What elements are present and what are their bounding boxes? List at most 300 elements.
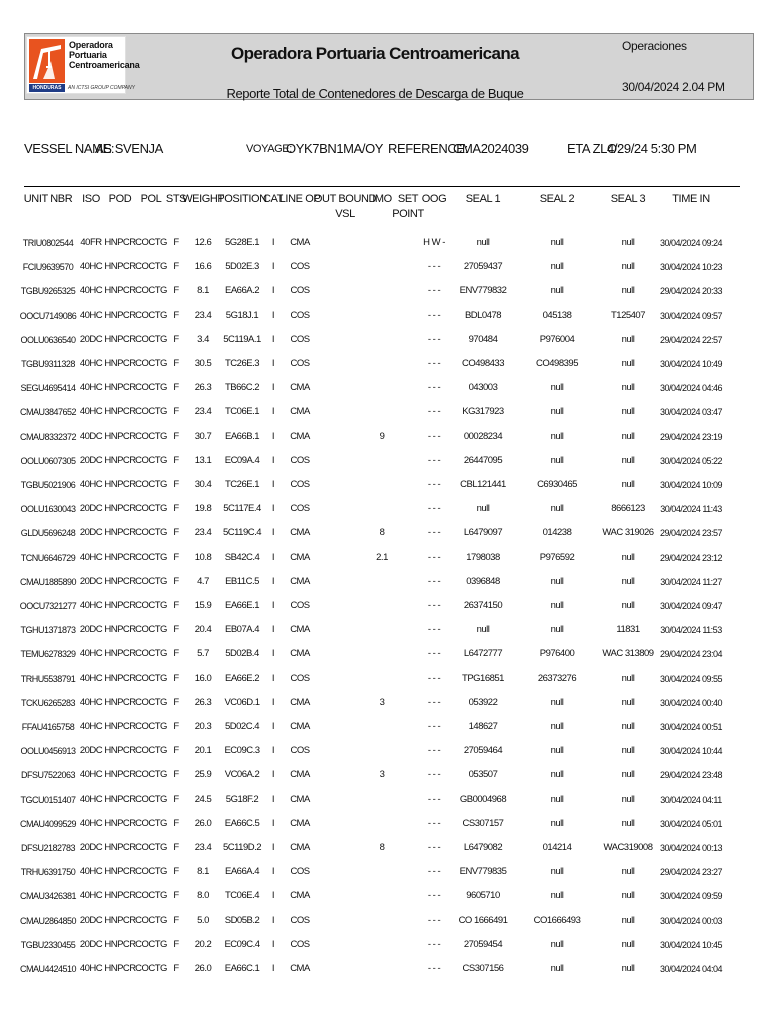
cell-pod: HNPCR bbox=[104, 406, 136, 417]
cell-pol: COCTG bbox=[135, 745, 167, 756]
cell-iso: 40HC bbox=[79, 382, 103, 393]
cell-pod: HNPCR bbox=[104, 358, 136, 369]
cell-pod: HNPCR bbox=[104, 794, 136, 805]
cell-seal1: null bbox=[476, 624, 490, 635]
cell-cat: I bbox=[271, 600, 275, 611]
cell-seal1: CO 1666491 bbox=[458, 915, 508, 926]
cell-oog: - - - bbox=[427, 479, 441, 490]
reference-label: REFERENCE: bbox=[388, 141, 468, 156]
cell-oog: - - - bbox=[427, 334, 441, 345]
table-row bbox=[0, 721, 768, 745]
cell-position: TC06E.4 bbox=[225, 890, 259, 901]
cell-sts: F bbox=[173, 285, 179, 296]
cell-pol: COCTG bbox=[135, 310, 167, 321]
company-logo bbox=[26, 36, 140, 94]
cell-pod: HNPCR bbox=[104, 382, 136, 393]
cell-seal2: C6930465 bbox=[537, 479, 577, 490]
cell-timein: 30/04/2024 11:43 bbox=[660, 504, 722, 514]
cell-pod: HNPCR bbox=[104, 310, 136, 321]
cell-seal1: 9605710 bbox=[466, 890, 500, 901]
cell-cat: I bbox=[271, 285, 275, 296]
cell-position: EA66B.1 bbox=[225, 431, 259, 442]
cell-timein: 30/04/2024 03:47 bbox=[659, 407, 723, 417]
cell-pod: HNPCR bbox=[104, 261, 136, 272]
cell-timein: 30/04/2024 10:45 bbox=[659, 940, 723, 950]
cell-unit: OOCU7321277 bbox=[19, 601, 77, 611]
cell-unit: SEGU4695414 bbox=[20, 383, 76, 393]
table-row bbox=[0, 842, 768, 866]
cell-imo: 3 bbox=[379, 697, 385, 708]
cell-timein: 30/04/2024 10:49 bbox=[659, 359, 723, 369]
cell-cat: I bbox=[271, 552, 275, 563]
cell-seal3: null bbox=[621, 769, 635, 780]
cell-iso: 40HC bbox=[79, 697, 103, 708]
cell-pol: COCTG bbox=[135, 890, 167, 901]
voyage-value: OYK7BN1MA/OY bbox=[286, 141, 384, 156]
cell-cat: I bbox=[271, 866, 275, 877]
cell-position: 5G18F.2 bbox=[225, 794, 259, 805]
cell-seal1: null bbox=[476, 237, 490, 248]
cell-iso: 40HC bbox=[79, 261, 103, 272]
cell-sts: F bbox=[173, 769, 179, 780]
cell-pol: COCTG bbox=[135, 334, 167, 345]
cell-seal2: CO1666493 bbox=[533, 915, 581, 926]
cell-weight: 20.3 bbox=[194, 721, 212, 732]
cell-cat: I bbox=[271, 624, 275, 635]
cell-pol: COCTG bbox=[135, 939, 167, 950]
cell-weight: 23.4 bbox=[194, 842, 212, 853]
cell-seal3: null bbox=[621, 866, 635, 877]
cell-seal2: null bbox=[550, 237, 564, 248]
cell-lineop: COS bbox=[290, 866, 310, 877]
cell-timein: 30/04/2024 09:55 bbox=[659, 674, 723, 684]
cell-cat: I bbox=[271, 358, 275, 369]
cell-position: SD05B.2 bbox=[224, 915, 260, 926]
cell-oog: - - - bbox=[427, 769, 441, 780]
cell-seal3: 8666123 bbox=[611, 503, 645, 514]
cell-sts: F bbox=[173, 527, 179, 538]
cell-unit: CMAU4424510 bbox=[19, 964, 77, 974]
cell-iso: 20DC bbox=[79, 527, 103, 538]
cell-seal3: null bbox=[621, 697, 635, 708]
cell-oog: - - - bbox=[427, 358, 441, 369]
cell-weight: 23.4 bbox=[194, 406, 212, 417]
cell-seal3: null bbox=[621, 358, 635, 369]
cell-oog: - - - bbox=[427, 624, 441, 635]
cell-pod: HNPCR bbox=[104, 866, 136, 877]
table-row bbox=[0, 382, 768, 406]
cell-pod: HNPCR bbox=[104, 915, 136, 926]
cell-seal2: null bbox=[550, 890, 564, 901]
cell-seal1: L6479082 bbox=[463, 842, 503, 853]
cell-weight: 13.1 bbox=[194, 455, 212, 466]
cell-unit: TCNU6646729 bbox=[20, 553, 76, 563]
cell-seal1: 00028234 bbox=[463, 431, 503, 442]
cell-seal1: 27059437 bbox=[463, 261, 503, 272]
cell-pol: COCTG bbox=[135, 527, 167, 538]
cell-cat: I bbox=[271, 697, 275, 708]
cell-weight: 30.4 bbox=[194, 479, 212, 490]
column-header-position: POSITION bbox=[217, 193, 267, 205]
cell-seal1: CO498433 bbox=[462, 358, 504, 369]
cell-seal3: null bbox=[621, 600, 635, 611]
cell-pod: HNPCR bbox=[104, 479, 136, 490]
cell-pol: COCTG bbox=[135, 697, 167, 708]
report-subtitle: Reporte Total de Contenedores de Descarga de Buque bbox=[226, 86, 524, 101]
cell-seal3: null bbox=[621, 382, 635, 393]
cell-unit: OOLU0456913 bbox=[20, 746, 76, 756]
cell-seal1: ENV779835 bbox=[459, 866, 507, 877]
cell-seal3: null bbox=[621, 890, 635, 901]
cell-seal2: null bbox=[550, 794, 564, 805]
cell-seal1: 1798038 bbox=[466, 552, 500, 563]
cell-pod: HNPCR bbox=[104, 552, 136, 563]
column-header-seal3: SEAL 3 bbox=[610, 193, 646, 205]
table-row bbox=[0, 552, 768, 576]
cell-pod: HNPCR bbox=[104, 818, 136, 829]
cell-weight: 23.4 bbox=[194, 310, 212, 321]
cell-lineop: COS bbox=[290, 261, 310, 272]
cell-seal2: P976400 bbox=[539, 648, 575, 659]
cell-sts: F bbox=[173, 552, 179, 563]
cell-sts: F bbox=[173, 334, 179, 345]
cell-pol: COCTG bbox=[135, 382, 167, 393]
cell-seal2: null bbox=[550, 431, 564, 442]
cell-seal3: null bbox=[621, 334, 635, 345]
cell-cat: I bbox=[271, 503, 275, 514]
cell-iso: 40HC bbox=[79, 890, 103, 901]
cell-seal1: 053922 bbox=[468, 697, 498, 708]
cell-seal2: null bbox=[550, 406, 564, 417]
cell-sts: F bbox=[173, 382, 179, 393]
table-row bbox=[0, 939, 768, 963]
cell-imo: 2.1 bbox=[376, 552, 388, 563]
logo-text-line-3: Centroamericana bbox=[69, 60, 140, 70]
cell-pol: COCTG bbox=[135, 624, 167, 635]
cell-pol: COCTG bbox=[135, 237, 167, 248]
cell-pol: COCTG bbox=[135, 721, 167, 732]
cell-iso: 40FR bbox=[80, 237, 102, 248]
cell-weight: 30.5 bbox=[194, 358, 212, 369]
cell-pod: HNPCR bbox=[104, 576, 136, 587]
cell-cat: I bbox=[271, 576, 275, 587]
cell-cat: I bbox=[271, 890, 275, 901]
cell-seal1: 043003 bbox=[468, 382, 498, 393]
cell-seal1: GB0004968 bbox=[459, 794, 507, 805]
cell-position: TC06E.1 bbox=[225, 406, 259, 417]
cell-pol: COCTG bbox=[135, 285, 167, 296]
cell-lineop: COS bbox=[290, 310, 310, 321]
cell-position: 5C119A.1 bbox=[223, 334, 261, 345]
column-header-seal2: SEAL 2 bbox=[539, 193, 575, 205]
logo-country: HONDURAS bbox=[29, 84, 65, 92]
cell-sts: F bbox=[173, 431, 179, 442]
table-row bbox=[0, 890, 768, 914]
cell-cat: I bbox=[271, 479, 275, 490]
cell-unit: TGBU9265325 bbox=[20, 286, 76, 296]
cell-pod: HNPCR bbox=[104, 697, 136, 708]
cell-iso: 40HC bbox=[79, 552, 103, 563]
cell-position: EA66C.1 bbox=[224, 963, 260, 974]
table-row bbox=[0, 431, 768, 455]
cell-oog: - - - bbox=[427, 794, 441, 805]
table-row bbox=[0, 334, 768, 358]
cell-weight: 26.3 bbox=[194, 382, 212, 393]
cell-seal1: 970484 bbox=[468, 334, 498, 345]
cell-cat: I bbox=[271, 673, 275, 684]
cell-unit: TGBU2330455 bbox=[20, 940, 76, 950]
cell-pod: HNPCR bbox=[104, 237, 136, 248]
cell-sts: F bbox=[173, 479, 179, 490]
cell-seal1: ENV779832 bbox=[459, 285, 507, 296]
cell-unit: CMAU2864850 bbox=[19, 916, 77, 926]
cell-cat: I bbox=[271, 794, 275, 805]
cell-position: 5G28E.1 bbox=[225, 237, 259, 248]
cell-pol: COCTG bbox=[135, 479, 167, 490]
reference-value: CMA2024039 bbox=[453, 141, 529, 156]
cell-unit: TGCU0151407 bbox=[20, 795, 76, 805]
table-row bbox=[0, 794, 768, 818]
cell-seal3: null bbox=[621, 673, 635, 684]
header-rule bbox=[24, 186, 740, 187]
table-row bbox=[0, 818, 768, 842]
cell-sts: F bbox=[173, 915, 179, 926]
cell-oog: - - - bbox=[427, 648, 441, 659]
cell-seal3: null bbox=[621, 237, 635, 248]
cell-oog: - - - bbox=[427, 406, 441, 417]
cell-seal1: null bbox=[476, 503, 490, 514]
cell-oog: - - - bbox=[427, 600, 441, 611]
cell-iso: 40HC bbox=[79, 673, 103, 684]
cell-iso: 40HC bbox=[79, 285, 103, 296]
cell-seal2: null bbox=[550, 963, 564, 974]
cell-pol: COCTG bbox=[135, 818, 167, 829]
cell-seal1: 0396848 bbox=[466, 576, 500, 587]
table-row bbox=[0, 600, 768, 624]
cell-seal3: null bbox=[621, 939, 635, 950]
table-row bbox=[0, 285, 768, 309]
cell-oog: - - - bbox=[427, 842, 441, 853]
cell-sts: F bbox=[173, 963, 179, 974]
cell-pod: HNPCR bbox=[104, 334, 136, 345]
cell-iso: 20DC bbox=[79, 842, 103, 853]
cell-iso: 40HC bbox=[79, 310, 103, 321]
cell-iso: 40HC bbox=[79, 769, 103, 780]
cell-seal3: T125407 bbox=[610, 310, 646, 321]
cell-oog: - - - bbox=[427, 285, 441, 296]
column-header-pol: POL bbox=[140, 193, 162, 205]
cell-sts: F bbox=[173, 600, 179, 611]
cell-oog: - - - bbox=[427, 527, 441, 538]
cell-seal2: null bbox=[550, 818, 564, 829]
cell-seal3: 11831 bbox=[616, 624, 640, 635]
vessel-name-label: VESSEL NAME: bbox=[24, 141, 115, 156]
cell-seal3: null bbox=[621, 552, 635, 563]
cell-pod: HNPCR bbox=[104, 939, 136, 950]
cell-oog: - - - bbox=[427, 261, 441, 272]
cell-position: 5D02B.4 bbox=[225, 648, 259, 659]
cell-pod: HNPCR bbox=[104, 673, 136, 684]
cell-seal2: null bbox=[550, 866, 564, 877]
cell-position: 5C117E.4 bbox=[223, 503, 261, 514]
cell-iso: 40HC bbox=[79, 963, 103, 974]
cell-position: 5G18J.1 bbox=[225, 310, 259, 321]
table-row bbox=[0, 576, 768, 600]
cell-cat: I bbox=[271, 382, 275, 393]
cell-iso: 20DC bbox=[79, 455, 103, 466]
cell-seal1: CS307156 bbox=[462, 963, 504, 974]
report-datetime: 30/04/2024 2.04 PM bbox=[622, 80, 725, 94]
cell-oog: - - - bbox=[427, 697, 441, 708]
cell-cat: I bbox=[271, 648, 275, 659]
cell-position: EC09C.3 bbox=[224, 745, 260, 756]
cell-seal2: CO498395 bbox=[536, 358, 578, 369]
cell-position: EA66A.2 bbox=[225, 285, 259, 296]
cell-iso: 20DC bbox=[79, 915, 103, 926]
logo-text-line-1: Operadora bbox=[69, 40, 113, 50]
cell-position: 5D02C.4 bbox=[225, 721, 259, 732]
column-header-pod: POD bbox=[108, 193, 132, 205]
cell-seal2: null bbox=[550, 745, 564, 756]
cell-unit: CMAU3847652 bbox=[19, 407, 77, 417]
cell-seal3: null bbox=[621, 818, 635, 829]
cell-unit: TEMU6278329 bbox=[20, 649, 76, 659]
cell-position: VC06D.1 bbox=[224, 697, 260, 708]
cell-timein: 30/04/2024 00:13 bbox=[659, 843, 723, 853]
cell-position: SB42C.4 bbox=[224, 552, 260, 563]
cell-oog: - - - bbox=[427, 890, 441, 901]
cell-timein: 30/04/2024 00:03 bbox=[659, 916, 723, 926]
cell-oog: - - - bbox=[427, 721, 441, 732]
cell-iso: 40DC bbox=[79, 431, 103, 442]
cell-lineop: CMA bbox=[290, 406, 310, 417]
cell-lineop: COS bbox=[290, 455, 310, 466]
cell-lineop: CMA bbox=[290, 648, 310, 659]
column-header-setpoint: SET POINT bbox=[392, 193, 424, 220]
cell-oog: - - - bbox=[427, 310, 441, 321]
cell-pol: COCTG bbox=[135, 600, 167, 611]
cell-timein: 30/04/2024 05:22 bbox=[659, 456, 723, 466]
table-row bbox=[0, 745, 768, 769]
cell-sts: F bbox=[173, 310, 179, 321]
cell-unit: TGHU1371873 bbox=[20, 625, 76, 635]
cell-pol: COCTG bbox=[135, 358, 167, 369]
cell-iso: 40HC bbox=[79, 600, 103, 611]
table-row bbox=[0, 503, 768, 527]
cell-seal2: P976004 bbox=[539, 334, 575, 345]
cell-seal1: 26447095 bbox=[463, 455, 503, 466]
cell-pol: COCTG bbox=[135, 576, 167, 587]
cell-pol: COCTG bbox=[135, 455, 167, 466]
cell-timein: 30/04/2024 05:01 bbox=[659, 819, 723, 829]
cell-seal3: null bbox=[621, 261, 635, 272]
cell-seal1: 27059464 bbox=[463, 745, 503, 756]
cell-cat: I bbox=[271, 334, 275, 345]
cell-pod: HNPCR bbox=[104, 503, 136, 514]
cell-unit: CMAU4099529 bbox=[19, 819, 77, 829]
cell-seal1: 053507 bbox=[468, 769, 498, 780]
cell-seal2: null bbox=[550, 576, 564, 587]
cell-position: EB11C.5 bbox=[225, 576, 259, 587]
cell-timein: 30/04/2024 09:57 bbox=[659, 311, 723, 321]
report-title: Operadora Portuaria Centroamericana bbox=[231, 44, 519, 63]
cell-weight: 12.6 bbox=[194, 237, 212, 248]
cell-oog: - - - bbox=[427, 963, 441, 974]
cell-position: 5D02E.3 bbox=[225, 261, 259, 272]
cell-weight: 25.9 bbox=[194, 769, 212, 780]
cell-position: TB66C.2 bbox=[225, 382, 259, 393]
cell-timein: 29/04/2024 23:57 bbox=[659, 528, 723, 538]
cell-seal3: WAC 313809 bbox=[602, 648, 654, 659]
cell-unit: OOCU7149086 bbox=[19, 311, 77, 321]
cell-seal2: null bbox=[550, 939, 564, 950]
cell-lineop: COS bbox=[290, 334, 310, 345]
table-row bbox=[0, 673, 768, 697]
cell-imo: 9 bbox=[379, 431, 385, 442]
cell-pol: COCTG bbox=[135, 431, 167, 442]
cell-timein: 30/04/2024 04:11 bbox=[660, 795, 722, 805]
cell-oog: - - - bbox=[427, 939, 441, 950]
cell-seal1: 26374150 bbox=[463, 600, 503, 611]
cell-weight: 16.0 bbox=[194, 673, 212, 684]
eta-label: ETA ZLO: bbox=[567, 141, 620, 156]
cell-sts: F bbox=[173, 745, 179, 756]
cell-pol: COCTG bbox=[135, 963, 167, 974]
cell-timein: 29/04/2024 23:19 bbox=[659, 432, 723, 442]
cell-unit: DFSU2182783 bbox=[20, 843, 76, 853]
column-header-weight: WEIGHT bbox=[182, 193, 224, 205]
cell-sts: F bbox=[173, 624, 179, 635]
cell-weight: 30.7 bbox=[194, 431, 212, 442]
cell-sts: F bbox=[173, 237, 179, 248]
cell-pod: HNPCR bbox=[104, 455, 136, 466]
cell-pod: HNPCR bbox=[104, 431, 136, 442]
cell-timein: 29/04/2024 23:27 bbox=[659, 867, 723, 877]
cell-weight: 16.6 bbox=[194, 261, 212, 272]
cell-iso: 20DC bbox=[79, 624, 103, 635]
table-row bbox=[0, 648, 768, 672]
table-row bbox=[0, 769, 768, 793]
cell-seal3: WAC319008 bbox=[603, 842, 653, 853]
cell-imo: 8 bbox=[379, 527, 385, 538]
cell-pol: COCTG bbox=[135, 673, 167, 684]
cell-pol: COCTG bbox=[135, 503, 167, 514]
cell-timein: 30/04/2024 04:04 bbox=[659, 964, 723, 974]
cell-weight: 5.7 bbox=[197, 648, 209, 659]
voyage-label: VOYAGE: bbox=[246, 143, 292, 155]
cell-oog: H W - bbox=[423, 237, 445, 248]
cell-lineop: CMA bbox=[290, 794, 310, 805]
cell-lineop: COS bbox=[290, 939, 310, 950]
cell-iso: 20DC bbox=[79, 503, 103, 514]
cell-position: EA66C.5 bbox=[224, 818, 260, 829]
cell-sts: F bbox=[173, 576, 179, 587]
cell-seal1: CS307157 bbox=[462, 818, 504, 829]
cell-seal1: 27059454 bbox=[463, 939, 503, 950]
cell-lineop: CMA bbox=[290, 842, 310, 853]
cell-pol: COCTG bbox=[135, 552, 167, 563]
cell-seal2: null bbox=[550, 455, 564, 466]
cell-pod: HNPCR bbox=[104, 624, 136, 635]
cell-oog: - - - bbox=[427, 866, 441, 877]
cell-imo: 8 bbox=[379, 842, 385, 853]
cell-pol: COCTG bbox=[135, 261, 167, 272]
cell-pod: HNPCR bbox=[104, 963, 136, 974]
cell-weight: 20.1 bbox=[194, 745, 212, 756]
cell-position: EC09A.4 bbox=[224, 455, 260, 466]
cell-cat: I bbox=[271, 527, 275, 538]
cell-timein: 30/04/2024 10:23 bbox=[659, 262, 723, 272]
